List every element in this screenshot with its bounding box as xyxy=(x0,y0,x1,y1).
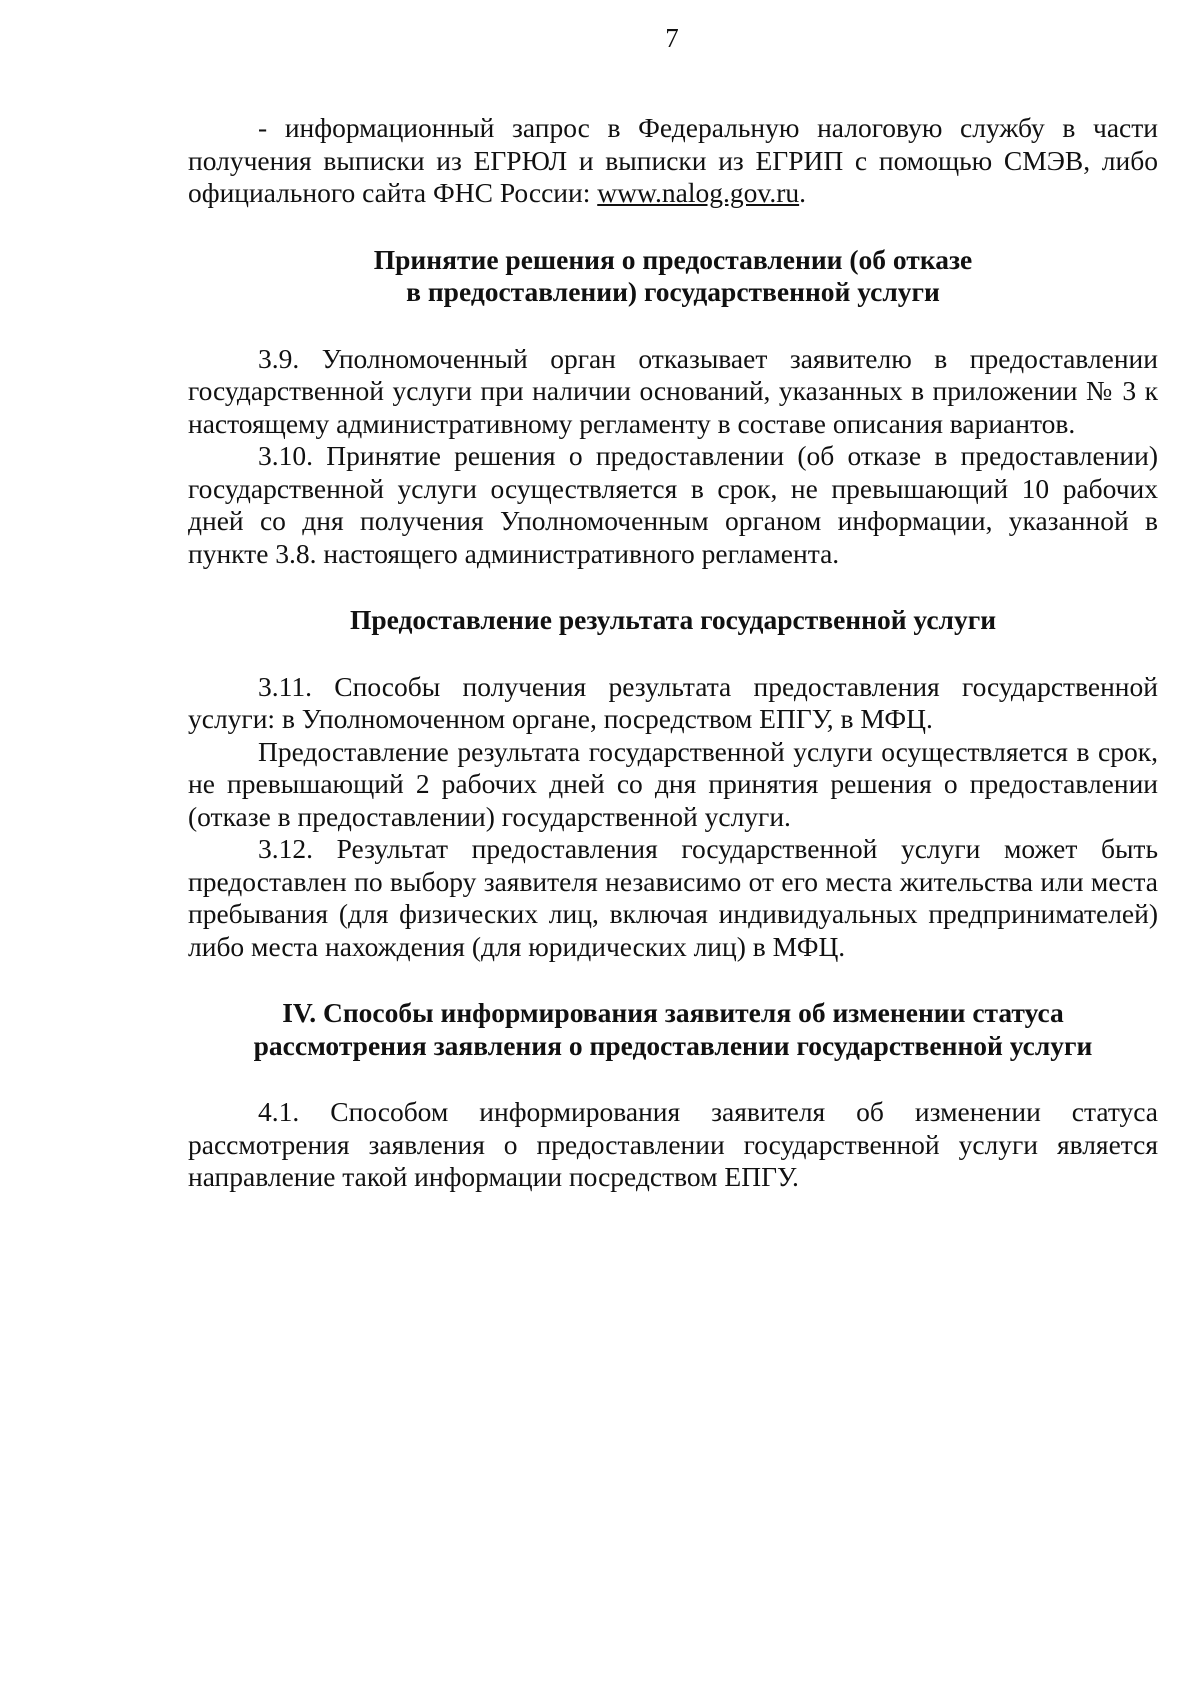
paragraph-3-10: 3.10. Принятие решения о предоставлении (об отказе в предоставлении) государственной услуги осуществляется в срок, не превышающий 10 рабочих дней со дня получения Уполномоченным органом информации, указанной в пункте 3.8. настоящего административного регламента. xyxy=(188,440,1158,569)
heading-result: Предоставление результата государственной услуги xyxy=(349,604,997,635)
paragraph-4-1: 4.1. Способом информирования заявителя об изменении статуса рассмотрения заявления о предоставлении государственной услуги является направление такой информации посредством ЕПГУ. xyxy=(188,1096,1158,1192)
paragraph-3-11: 3.11. Способы получения результата предоставления государственной услуги: в Уполномоченном органе, посредством ЕПГУ, в МФЦ. xyxy=(188,670,1158,734)
paragraph-3-12: 3.12. Результат предоставления государственной услуги может быть предоставлен по выбору заявителя независимо от его места жительства или места пребывания (для физических лиц, включая индивидуальных предпринимателей) либо места нахождения (для юридических лиц) в МФЦ. xyxy=(188,833,1158,962)
paragraph-3-9: 3.9. Уполномоченный орган отказывает заявителю в предоставлении государственной услуги при наличии оснований, указанных в приложении № 3 к настоящему административному регламенту в составе описания вариантов. xyxy=(188,342,1158,439)
paragraph-fns-text: - информационный запрос в Федеральную налоговую службу в части получения выписки из ЕГРЮЛ и выписки из ЕГРИП с помощью СМЭВ, либо официального сайта ФНС России: xyxy=(188,112,1158,208)
paragraph-fns-tail: . xyxy=(799,177,806,208)
page-number: 7 xyxy=(665,23,679,53)
heading-decision xyxy=(188,244,1158,309)
paragraph-result-term: Предоставление результата государственной услуги осуществляется в срок, не превышающий 2 рабочих дней со дня принятия решения о предоставлении (отказе в предоставлении) государственной услуги. xyxy=(188,735,1158,832)
nalog-link[interactable]: www.nalog.gov.ru xyxy=(597,177,800,208)
heading-section-4 xyxy=(188,997,1158,1062)
paragraph-fns-request xyxy=(188,112,1158,210)
heading-decision-line2: в предоставлении) государственной услуги xyxy=(406,276,940,307)
heading-decision-line1: Принятие решения о предоставлении (об отказе xyxy=(373,243,973,275)
document-body xyxy=(188,112,1158,1194)
heading-section-4-line2: рассмотрения заявления о предоставлении государственной услуги xyxy=(253,1029,1093,1061)
heading-section-4-line1: IV. Способы информирования заявителя об изменении статуса xyxy=(282,997,1064,1028)
